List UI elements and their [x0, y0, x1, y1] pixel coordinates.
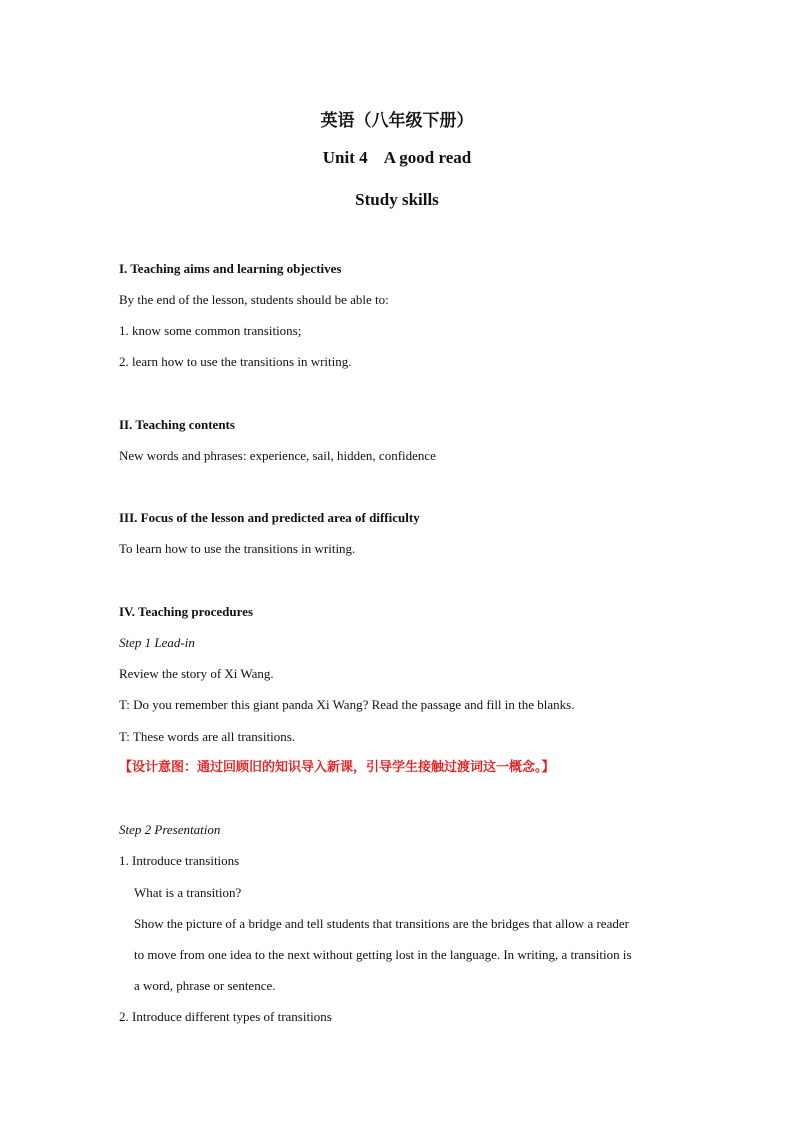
focus-text: To learn how to use the transitions in writing. — [119, 541, 356, 556]
unit-title: Unit 4 A good read — [322, 148, 472, 167]
design-intent-note: 【设计意图：通过回顾旧的知识导入新课，引导学生接触过渡词这一概念。】 — [119, 760, 555, 775]
aims-item-2: 2. learn how to use the transitions in writing. — [119, 354, 352, 369]
document-title-cn: 英语（八年级下册） — [320, 111, 474, 131]
section-heading-aims: I. Teaching aims and learning objectives — [119, 261, 342, 276]
section-heading-contents: II. Teaching contents — [119, 417, 235, 432]
aims-intro: By the end of the lesson, students should be able to: — [119, 292, 389, 307]
lesson-title: Study skills — [355, 190, 439, 209]
transition-question: What is a transition? — [134, 885, 242, 900]
step2-item-2: 2. Introduce different types of transitions — [119, 1009, 332, 1024]
step1-title: Step 1 Lead-in — [119, 635, 195, 650]
step1-line-1: Review the story of Xi Wang. — [119, 666, 274, 681]
step1-line-2: T: Do you remember this giant panda Xi Wang? Read the passage and fill in the blanks. — [119, 697, 575, 712]
transition-paragraph-line-3: a word, phrase or sentence. — [134, 978, 276, 993]
step2-title: Step 2 Presentation — [119, 822, 221, 837]
step1-line-3: T: These words are all transitions. — [119, 729, 296, 744]
step2-item-1: 1. Introduce transitions — [119, 853, 240, 868]
section-heading-procedures: IV. Teaching procedures — [119, 604, 254, 619]
contents-text: New words and phrases: experience, sail, hidden, confidence — [119, 448, 436, 463]
transition-paragraph-line-2: to move from one idea to the next without getting lost in the language. In writing, a transition is — [134, 947, 632, 962]
transition-paragraph-line-1: Show the picture of a bridge and tell students that transitions are the bridges that allow a reader — [134, 916, 629, 931]
section-heading-focus: III. Focus of the lesson and predicted area of difficulty — [119, 510, 420, 525]
aims-item-1: 1. know some common transitions; — [119, 323, 302, 338]
